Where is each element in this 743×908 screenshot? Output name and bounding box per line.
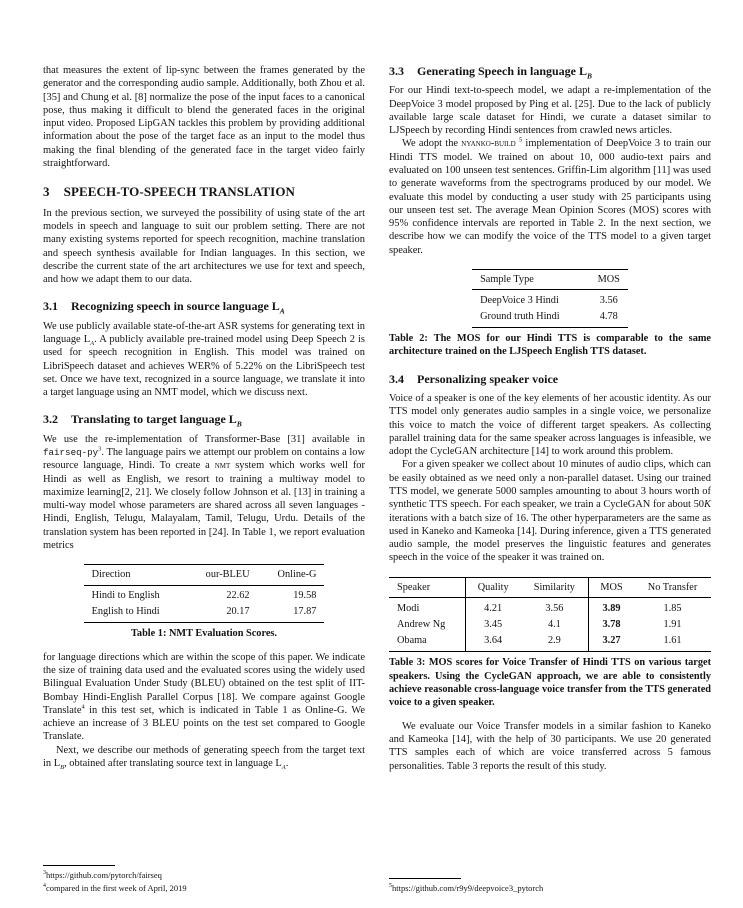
text-segment: iterations with a batch size of 16. The other hyperparameters are the same as used in Kaneko and Kameoka [14]. During inference, given a TTS generated audio sample, the model preserves the linguistic features and generates speech in the voice of the speaker it was trained on. xyxy=(389,512,711,564)
table-cell: 3.45 xyxy=(484,618,503,630)
table-row xyxy=(389,633,711,652)
table-cell: 1.61 xyxy=(663,635,682,647)
table-cell: Modi xyxy=(389,598,465,617)
table-1-nmt-evaluation xyxy=(84,564,325,623)
table-cell: English to Hindi xyxy=(91,606,160,618)
section-number: 3 xyxy=(43,184,50,200)
table-row xyxy=(84,604,325,623)
table-row xyxy=(389,598,711,617)
footnote-marker: 5 xyxy=(389,882,392,889)
footnote-3 xyxy=(43,869,365,881)
footnotes-right xyxy=(389,878,711,894)
paragraph xyxy=(389,720,711,773)
paragraph xyxy=(43,433,365,553)
text-segment: Recognizing speech in source language L xyxy=(71,299,280,314)
text-segment: We use publicly available state-of-the-art ASR systems for generating text in language L xyxy=(43,320,365,345)
table-header-row xyxy=(84,565,325,585)
table-header-cell: our-BLEU xyxy=(186,565,258,585)
table-cell: Ground truth Hindi xyxy=(480,311,560,323)
paragraph xyxy=(43,64,365,170)
text-segment: B xyxy=(587,71,592,81)
table-header-cell: MOS xyxy=(589,577,635,597)
text-segment: system which works well for Hindi as well as English, we resort to training a multiway model to maximize learning[2, 21]. We closely follow Johnson et al. [13] in training a multi-way model whose parameters are shared across all seven languages - Hindi, English, Telugu, Malayalam, Tamil, Telugu, Urdu. Details of the translation system has been reported in [24]. In Table 1, we report evaluation metrics xyxy=(43,460,366,551)
table-3-caption: Table 3: MOS scores for Voice Transfer of Hindi TTS on various target speakers. Using the CycleGAN approach, we are able to consistently achieve reasonable cross-language voice transfer from the TTS generated voice to a given speaker. xyxy=(389,657,711,709)
table-row xyxy=(472,309,628,328)
right-column xyxy=(389,64,711,894)
table-cell: 4.78 xyxy=(599,311,618,323)
subsection-number: 3.2 xyxy=(43,412,58,427)
table-header-cell: MOS xyxy=(568,269,628,289)
table-cell: 3.64 xyxy=(484,635,503,647)
table-cell: Obama xyxy=(389,633,465,652)
table-row xyxy=(84,585,325,604)
text-segment: fairseq-py xyxy=(43,446,99,458)
footnote-marker: 4 xyxy=(43,882,46,889)
text-segment: 5 xyxy=(518,136,523,144)
subsection-number: 3.1 xyxy=(43,299,58,314)
table-header-cell: Sample Type xyxy=(472,269,568,289)
text-segment: that measures the extent of lip-sync between the frames generated by the generator and the corresponding audio sample. Additionally, both Zhou et al. [35] and Chung et al. [8] normalize the pose of the input faces to a canonical pose, thus making it difficult to blend the generated faces in the original input video. Proposed LipGAN tackles this problem by providing additional information about the pose of the target face as an input to the model thus making the final blending of the generated face in the target video fairly straightforward. xyxy=(43,65,365,169)
table-1-caption: Table 1: NMT Evaluation Scores. xyxy=(131,628,277,640)
text-segment: K xyxy=(704,499,711,511)
footnote-5 xyxy=(389,882,711,894)
text-segment: A xyxy=(279,306,285,316)
subsection-title xyxy=(71,299,285,316)
footnote-4 xyxy=(43,882,365,894)
table-cell: 20.17 xyxy=(226,606,250,618)
table-cell: 2.9 xyxy=(521,633,589,652)
table-header-row xyxy=(472,269,628,289)
subsection-heading-3-3 xyxy=(389,64,711,79)
table-cell: 3.78 xyxy=(602,618,621,630)
text-segment: We evaluate our Voice Transfer models in a similar fashion to Kaneko and Kameoka [14], with the help of 30 participants. We use 20 generated TTS samples each of which are voice transferred across 5 famous personalities. Table 3 reports the result of this study. xyxy=(389,720,711,772)
text-segment: nyanko-build xyxy=(461,138,516,150)
text-segment: We use the re-implementation of Transformer-Base [31] available in xyxy=(43,433,365,445)
text-segment: Next, we describe our methods of generating speech from the target text in L xyxy=(43,744,365,769)
text-segment: . The language pairs we attempt our problem on contains a low resource language, Hindi. To create a xyxy=(43,446,365,472)
text-segment: B xyxy=(236,419,242,429)
table-cell: 3.56 xyxy=(599,294,618,306)
table-3-voice-transfer-mos xyxy=(389,577,711,653)
table-cell: 1.85 xyxy=(663,602,682,614)
text-segment: For a given speaker we collect about 10 minutes of audio clips, which can be easily obtained as we need only a non-parallel dataset. Using our trained TTS model, we generate 5000 samples amounting to about 3 hours worth of synthetic TTS speech. For each speaker, we train a CycleGAN for about 50 xyxy=(389,459,711,511)
subsection-title xyxy=(417,372,558,386)
table-cell: DeepVoice 3 Hindi xyxy=(480,294,559,306)
paragraph xyxy=(389,84,711,137)
table-cell: 19.58 xyxy=(293,590,317,602)
subsection-heading-3-4 xyxy=(389,372,711,387)
paragraph xyxy=(43,651,365,744)
table-cell: 4.1 xyxy=(521,616,589,632)
table-row xyxy=(472,290,628,309)
subsection-number: 3.3 xyxy=(389,64,404,78)
text-segment: implementation of DeepVoice 3 to train our Hindi TTS model. We trained on about 10, 000 audio-text pairs and evaluated on 100 unseen test sentences. Griffin-Lim algorithm [11] was used to generate waveforms from the spectrograms produced by our model. We evaluate this model by conducting a user study with 25 participants using our unseen test set. The average Mean Opinion Scores (MOS) scores with 95% confidence intervals are reported in Table 2. In the next section, we describe how we can modify the voice of the TTS model to a given target speaker. xyxy=(389,138,711,256)
table-cell: Andrew Ng xyxy=(389,616,465,632)
paragraph xyxy=(43,320,365,400)
text-segment: SPEECH-TO-SPEECH TRANSLATION xyxy=(63,184,296,200)
table-header-cell: Similarity xyxy=(521,577,589,597)
text-segment: Generating Speech in language L xyxy=(417,64,588,78)
paragraph xyxy=(389,137,711,257)
footnote-marker: 3 xyxy=(43,870,46,877)
table-cell: 4.21 xyxy=(484,602,503,614)
subsection-heading-3-2 xyxy=(43,412,365,427)
subsection-heading-3-1 xyxy=(43,299,365,314)
text-segment: for language directions which are within the scope of this paper. We indicate the size of training data used and the evaluated scores using the widely used Bilingual Evaluation Under Study (BLEU) obtained on the test split of IIT-Bombay Hindi-English Parallel Corpus [18]. We compare against Google Translate xyxy=(43,651,365,716)
text-segment: B xyxy=(60,764,65,772)
footnote-text: https://github.com/pytorch/fairseq xyxy=(45,870,162,881)
table-cell: 1.91 xyxy=(663,618,682,630)
subsection-title xyxy=(71,412,242,429)
table-cell: Hindi to English xyxy=(91,590,160,602)
footnote-text: compared in the first week of April, 2019 xyxy=(45,882,187,893)
footnote-rule xyxy=(389,878,461,879)
table-2-caption: Table 2: The MOS for our Hindi TTS is comparable to the same architecture trained on the LJSpeech English TTS dataset. xyxy=(389,333,711,358)
table-cell: 3.89 xyxy=(602,602,621,614)
table-header-row xyxy=(389,577,711,597)
table-header-cell: No Transfer xyxy=(634,577,711,597)
text-segment: . A publicly available pre-trained model using Deep Speech 2 is used for speech recognition in English. This model was trained on LibriSpeech dataset and achieves WER% of 5.22% on the LibriSpeech test set. Once we have text, recognized in a source language, we translate it into a target language using an NMT model, which we discuss next. xyxy=(43,334,365,399)
footnote-text: https://github.com/r9y9/deepvoice3_pytorch xyxy=(391,882,544,893)
table-header-cell: Direction xyxy=(84,565,186,585)
subsection-number: 3.4 xyxy=(389,371,404,386)
text-segment: in this test set, which is indicated in Table 1 as Online-G. We achieve an increase of 3 BLEU points on the test set compared to Google Translate. xyxy=(43,704,365,743)
paragraph xyxy=(389,458,711,564)
text-segment: Translating to target language L xyxy=(71,412,237,427)
table-cell: 3.56 xyxy=(521,598,589,617)
text-segment: Personalizing speaker voice xyxy=(417,371,559,386)
table-cell: 22.62 xyxy=(226,590,250,602)
table-cell: 17.87 xyxy=(293,606,317,618)
paragraph xyxy=(43,207,365,287)
text-segment: We adopt the xyxy=(402,138,462,150)
left-column xyxy=(43,64,365,894)
text-segment: A xyxy=(281,764,286,772)
footnotes-left xyxy=(43,865,365,894)
table-header-cell: Quality xyxy=(465,577,521,597)
subsection-title xyxy=(417,64,592,81)
table-row xyxy=(389,616,711,632)
text-segment: For our Hindi text-to-speech model, we adapt a re-implementation of the DeepVoice 3 model proposed by Ping et al. [25]. Due to the lack of publicly available large scale dataset for Hindi, we curate a dataset similar to LJSpeech by recording Hindi sentences from crawled news articles. xyxy=(389,85,711,137)
table-header-cell: Speaker xyxy=(389,577,465,597)
paragraph xyxy=(43,744,365,771)
text-segment: 4 xyxy=(81,703,85,711)
text-segment: nmt xyxy=(214,460,231,472)
text-segment: Voice of a speaker is one of the key elements of her acoustic identity. As our TTS model only generates audio samples in a single voice, we personalize this voice to match the voice of different target speakers. As collecting parallel training data for the same speaker across languages is infeasible, we adopt the CycleGAN architecture [14] to work around this problem. xyxy=(389,393,711,458)
table-cell: 3.27 xyxy=(602,635,621,647)
two-column-layout xyxy=(43,64,711,894)
text-segment: A xyxy=(90,340,95,348)
text-segment: , obtained after translating source text in language L xyxy=(64,757,282,769)
section-title xyxy=(64,184,295,199)
section-heading-3 xyxy=(43,184,365,201)
table-2-mos-hindi-tts xyxy=(472,269,628,328)
paragraph xyxy=(389,392,711,458)
text-segment: 3 xyxy=(98,445,102,453)
text-segment: In the previous section, we surveyed the possibility of using state of the art models in speech and language to suit our problem setting. There are not many existing systems reported for speech recognition, machine translation and speech synthesis available for Indian languages. In this section, we describe the current state of the art architectures we use for text and speech, and how we adapt them to our data. xyxy=(43,207,365,286)
footnote-rule xyxy=(43,865,115,866)
text-segment: . xyxy=(285,757,289,769)
table-header-cell: Online-G xyxy=(258,565,325,585)
